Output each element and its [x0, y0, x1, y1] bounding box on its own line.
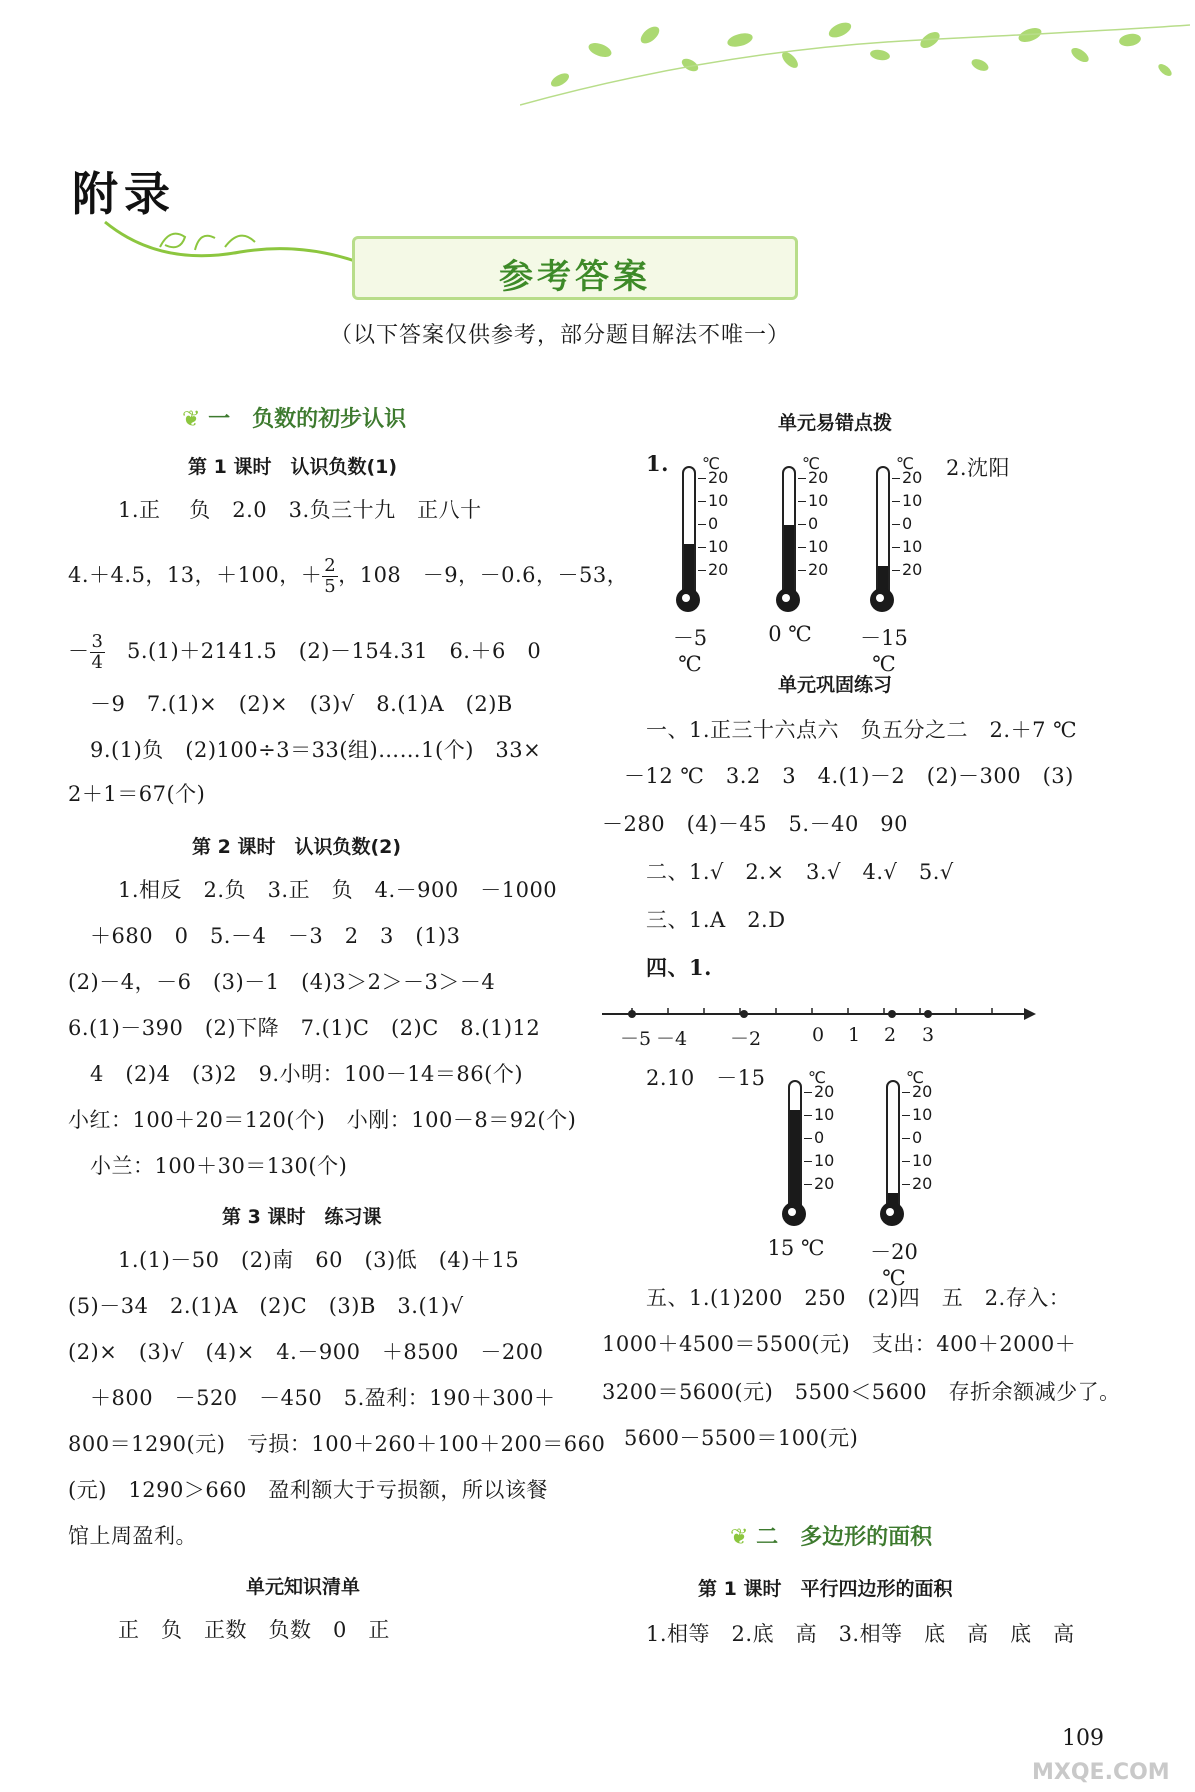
scale-label: 20: [708, 468, 729, 487]
scale-tick: [804, 1115, 812, 1116]
scale-label: 0: [808, 514, 819, 533]
scale-tick: [698, 501, 706, 502]
scale-tick: [804, 1092, 812, 1093]
scale-label: 10: [708, 491, 729, 510]
answer-title: 参考答案: [499, 257, 651, 297]
thermometer-bulb: [880, 1202, 904, 1226]
part5-line-1: 五、1.(1)200 250 (2)四 五 2.存入：: [646, 1286, 1071, 1310]
scale-tick: [698, 547, 706, 548]
review-title: 单元巩固练习: [778, 674, 893, 696]
scale-label: 0: [912, 1128, 923, 1147]
appendix-title: 附录: [72, 167, 176, 221]
scale-label: 20: [912, 1082, 933, 1101]
part5-line-2: 1000＋4500＝5500(元) 支出：400＋2000＋: [602, 1332, 1077, 1356]
lesson2-line-1: 1.相反 2.负 3.正 负 4.－900 －1000: [118, 878, 558, 902]
scale-label: 20: [902, 468, 923, 487]
thermometer-bulb: [776, 588, 800, 612]
lesson1-line-2: 4.＋4.5，13，＋100，＋ $\frac{2}{5}$ ，108 －9，－0.6，－53，: [68, 555, 629, 597]
lesson4-line: 1.相等 2.底 高 3.相等 底 高 底 高: [646, 1622, 1075, 1646]
scale-label: 20: [814, 1082, 835, 1101]
lesson2-line-2: ＋680 0 5.－4 －3 2 3 (1)3: [90, 924, 461, 948]
review-line-6: 四、1.: [646, 955, 712, 980]
checklist-line: 正 负 正数 负数 0 正: [118, 1618, 390, 1642]
part5-line-3: 3200＝5600(元) 5500＜5600 存折余额减少了。: [602, 1380, 1121, 1404]
checklist-title: 单元知识清单: [246, 1576, 361, 1598]
answer-banner: [352, 236, 798, 300]
review-line-5: 三、1.A 2.D: [646, 908, 786, 932]
watermark: MXQE.COM: [1032, 1760, 1170, 1785]
scale-label: 20: [912, 1174, 933, 1193]
lesson2-title: 第 2 课时 认识负数(2): [192, 836, 402, 858]
scale-tick: [798, 501, 806, 502]
scale-tick: [902, 1184, 910, 1185]
scale-tick: [892, 547, 900, 548]
lesson1-line-6: 2＋1＝67(个): [68, 782, 206, 806]
lesson3-line-4: ＋800 －520 －450 5.盈利：190＋300＋: [90, 1386, 556, 1410]
lesson3-title: 第 3 课时 练习课: [222, 1206, 382, 1228]
scale-label: 20: [708, 560, 729, 579]
temperature-caption: －20 ℃: [870, 1240, 918, 1290]
scale-label: 0: [708, 514, 719, 533]
scale-tick: [698, 570, 706, 571]
fraction: $\frac{2}{5}$: [324, 555, 337, 597]
sprout-icon: ❦: [730, 1525, 749, 1550]
scale-tick: [798, 570, 806, 571]
q4-2-label: 2.10 －15: [646, 1066, 766, 1090]
scale-label: 0: [902, 514, 913, 533]
scale-label: 10: [912, 1105, 933, 1124]
lesson3-line-5: 800＝1290(元) 亏损：100＋260＋100＋200＝660: [68, 1432, 606, 1456]
sprout-icon: ❦: [182, 407, 201, 432]
scale-label: 20: [902, 560, 923, 579]
section2-title: ❦ 二 多边形的面积: [730, 1525, 933, 1550]
unit-label: ℃: [896, 454, 914, 473]
scale-label: 20: [808, 560, 829, 579]
scale-tick: [698, 478, 706, 479]
lesson1-line-1: 1.正 负 2.0 3.负三十九 正八十: [118, 498, 482, 522]
unit-label: ℃: [802, 454, 820, 473]
numberline-label: －4: [656, 1028, 688, 1050]
scale-label: 10: [808, 491, 829, 510]
q1-label: 1.: [646, 451, 669, 476]
lesson1-line-3: － $\frac{3}{4}$ 5.(1)＋2141.5 (2)－154.31 6.＋6 0: [68, 631, 542, 673]
lesson2-line-3: (2)－4，－6 (3)－1 (4)3＞2＞－3＞－4: [68, 970, 496, 994]
temperature-caption: 15 ℃: [767, 1236, 825, 1260]
temperature-caption: －15 ℃: [860, 626, 908, 676]
part5-line-4: 5600－5500＝100(元): [624, 1426, 859, 1450]
scale-label: 10: [808, 537, 829, 556]
thermometer-tube: [782, 466, 796, 596]
scale-label: 10: [912, 1151, 933, 1170]
mercury-fill: [790, 1110, 800, 1208]
temperature-caption: 0 ℃: [768, 622, 812, 646]
scale-label: 20: [808, 468, 829, 487]
answer-subtitle: （以下答案仅供参考，部分题目解法不唯一）: [330, 323, 791, 348]
lesson3-line-6: (元) 1290＞660 盈利额大于亏损额，所以该餐: [68, 1478, 548, 1502]
lesson2-line-5: 4 (2)4 (3)2 9.小明：100－14＝86(个): [90, 1062, 524, 1086]
lesson2-line-7: 小兰：100＋30＝130(个): [90, 1154, 348, 1178]
lesson1-title: 第 1 课时 认识负数(1): [188, 456, 398, 478]
scale-tick: [902, 1161, 910, 1162]
scale-tick: [902, 1138, 910, 1139]
scale-label: 10: [902, 491, 923, 510]
lesson3-line-1: 1.(1)－50 (2)南 60 (3)低 (4)＋15: [118, 1248, 520, 1272]
scale-tick: [892, 570, 900, 571]
scale-tick: [902, 1092, 910, 1093]
lesson2-line-6: 小红：100＋20＝120(个) 小刚：100－8＝92(个): [68, 1108, 577, 1132]
scale-tick: [798, 478, 806, 479]
thermometer-tube: [788, 1080, 802, 1210]
lesson4-title: 第 1 课时 平行四边形的面积: [698, 1578, 953, 1600]
unit-label: ℃: [906, 1068, 924, 1087]
mistakes-title: 单元易错点拨: [778, 412, 893, 434]
mercury-fill: [784, 525, 794, 594]
lesson1-line-4: －9 7.(1)× (2)× (3)√ 8.(1)A (2)B: [90, 692, 513, 716]
scale-tick: [798, 547, 806, 548]
thermometer-tube: [682, 466, 696, 596]
vine-decoration: [100, 212, 360, 282]
scale-label: 10: [902, 537, 923, 556]
review-line-2: －12 ℃ 3.2 3 4.(1)－2 (2)－300 (3): [624, 764, 1074, 788]
leaf-decoration: [520, 10, 1190, 120]
lesson3-line-7: 馆上周盈利。: [68, 1524, 197, 1548]
thermometer-bulb: [676, 588, 700, 612]
numberline-label: 3: [922, 1024, 935, 1046]
lesson3-line-3: (2)× (3)√ (4)× 4.－900 ＋8500 －200: [68, 1340, 544, 1364]
scale-label: 20: [814, 1174, 835, 1193]
numberline-label: －2: [730, 1028, 762, 1050]
review-line-4: 二、1.√ 2.× 3.√ 4.√ 5.√: [646, 860, 954, 884]
scale-tick: [804, 1161, 812, 1162]
scale-tick: [902, 1115, 910, 1116]
scale-tick: [804, 1184, 812, 1185]
mercury-fill: [684, 544, 694, 594]
temperature-caption: －5 ℃: [672, 626, 708, 676]
scale-tick: [698, 524, 706, 525]
numberline-label: 2: [884, 1024, 897, 1046]
scale-tick: [804, 1138, 812, 1139]
scale-label: 10: [814, 1151, 835, 1170]
thermometer-bulb: [782, 1202, 806, 1226]
numberline-label: －5: [620, 1028, 652, 1050]
thermometer-tube: [876, 466, 890, 596]
scale-tick: [892, 501, 900, 502]
scale-tick: [798, 524, 806, 525]
scale-label: 0: [814, 1128, 825, 1147]
thermometer-tube: [886, 1080, 900, 1210]
numberline-label: 1: [848, 1024, 861, 1046]
section1-title: ❦ 一 负数的初步认识: [182, 407, 407, 432]
page-number: 109: [1062, 1726, 1104, 1751]
lesson1-line-5: 9.(1)负 (2)100÷3＝33(组)……1(个) 33×: [90, 738, 542, 762]
scale-tick: [892, 524, 900, 525]
review-line-1: 一、1.正三十六点六 负五分之二 2.＋7 ℃: [646, 718, 1078, 742]
numberline-label: 0: [812, 1024, 825, 1046]
unit-label: ℃: [702, 454, 720, 473]
scale-label: 10: [708, 537, 729, 556]
lesson3-line-2: (5)－34 2.(1)A (2)C (3)B 3.(1)√: [68, 1294, 464, 1318]
fraction: $\frac{3}{4}$: [91, 631, 104, 673]
scale-tick: [892, 478, 900, 479]
lesson2-line-4: 6.(1)－390 (2)下降 7.(1)C (2)C 8.(1)12: [68, 1016, 541, 1040]
thermometer-bulb: [870, 588, 894, 612]
unit-label: ℃: [808, 1068, 826, 1087]
scale-label: 10: [814, 1105, 835, 1124]
review-line-3: －280 (4)－45 5.－40 90: [602, 812, 909, 836]
q2-label: 2.沈阳: [946, 456, 1011, 480]
